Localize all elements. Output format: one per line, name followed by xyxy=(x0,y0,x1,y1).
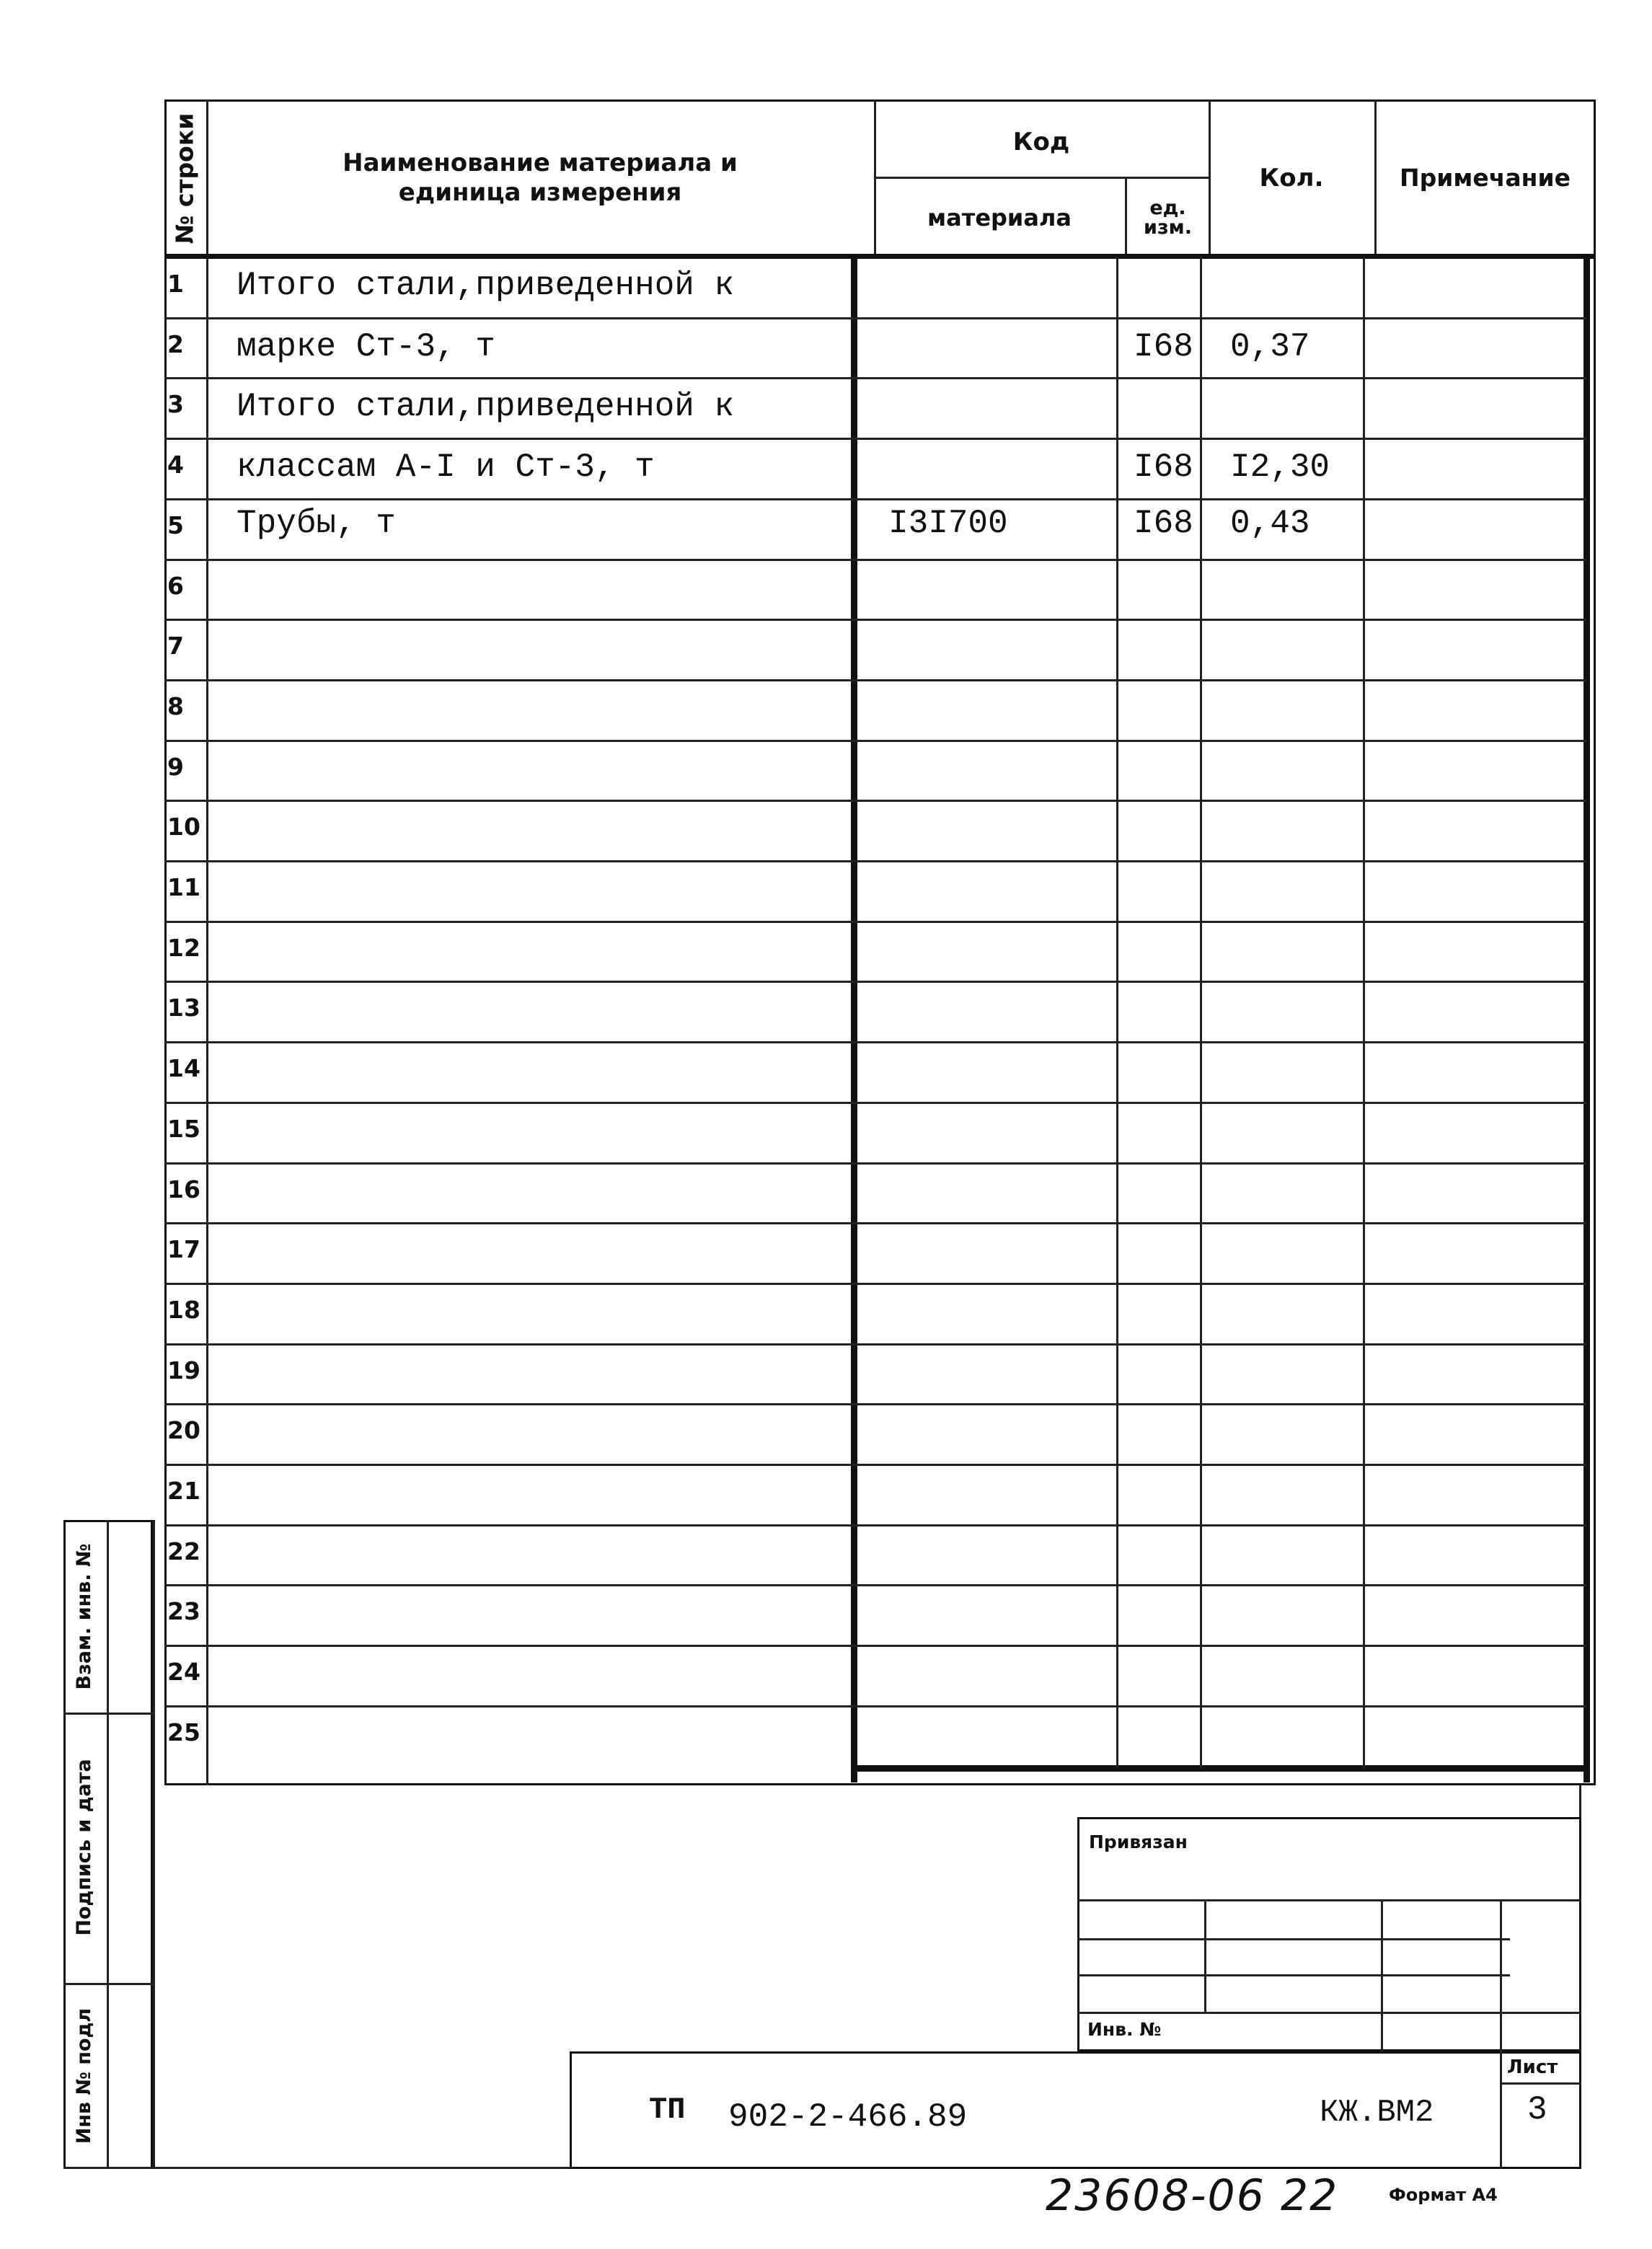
row-number: 2 xyxy=(167,330,184,358)
row-number: 5 xyxy=(167,511,184,539)
row-number: 21 xyxy=(167,1477,200,1505)
header-kod: Код xyxy=(1012,128,1070,157)
privyazan-col-1 xyxy=(1204,1899,1206,2012)
row-number: 14 xyxy=(167,1054,200,1082)
body-thick-right xyxy=(1583,257,1590,1782)
row-line xyxy=(164,1162,1586,1165)
row-line xyxy=(164,679,1586,681)
row-line xyxy=(164,740,1586,742)
handwritten-number: 23608-06 22 xyxy=(1046,2170,1339,2221)
row-number: 19 xyxy=(167,1356,200,1384)
row-line xyxy=(164,498,1586,500)
col-divider-note-body xyxy=(1363,257,1365,1768)
privyazan-line-4 xyxy=(1077,2012,1581,2014)
row4-unit: I68 xyxy=(1134,449,1193,486)
row5-material: I3I700 xyxy=(888,505,1008,542)
side-stamp-divider xyxy=(107,1520,109,2169)
row3-name: Итого стали,приведенной к xyxy=(237,388,735,425)
row-number: 24 xyxy=(167,1658,200,1686)
col-divider-qty-body xyxy=(1200,257,1202,1768)
row-line xyxy=(164,1464,1586,1466)
row-line xyxy=(164,1645,1586,1647)
privyazan-col-3 xyxy=(1500,1899,1502,2051)
header-unit xyxy=(1127,179,1209,257)
row-number: 10 xyxy=(167,813,200,841)
header-name xyxy=(206,100,874,257)
inv-no-label: Инв. № xyxy=(1087,2019,1162,2040)
row-number: 11 xyxy=(167,873,200,901)
row-line xyxy=(164,559,1586,561)
doc-prefix: ТП xyxy=(649,2093,686,2127)
header-material: материала xyxy=(927,203,1072,231)
privyazan-label: Привязан xyxy=(1089,1832,1188,1852)
header-name-text: Наименование материала и единица измерения xyxy=(343,149,738,207)
row2-qty: 0,37 xyxy=(1230,328,1310,366)
doc-code: КЖ.ВМ2 xyxy=(1320,2095,1434,2131)
header-separator xyxy=(164,254,1596,259)
title-sheet-divider xyxy=(1500,2051,1502,2169)
side-vzam: Взам. инв. № xyxy=(73,1543,95,1690)
doc-number: 902-2-466.89 xyxy=(728,2098,968,2136)
row-number: 18 xyxy=(167,1296,200,1324)
row-line xyxy=(164,1403,1586,1405)
row2-name: марке Ст-3, т xyxy=(237,328,495,366)
privyazan-line-1 xyxy=(1077,1899,1581,1901)
row-number: 16 xyxy=(167,1175,200,1203)
sheet-label: Лист xyxy=(1507,2056,1558,2078)
row-number: 4 xyxy=(167,451,184,479)
row5-unit: I68 xyxy=(1134,505,1193,542)
body-thick-bottom xyxy=(851,1765,1590,1772)
privyazan-col-2 xyxy=(1381,1899,1383,2051)
frame-left-bottom xyxy=(153,1520,155,2169)
side-stamp-line-1 xyxy=(63,1713,153,1715)
header-note: Примечание xyxy=(1400,164,1571,193)
row-line xyxy=(164,619,1586,621)
row-line xyxy=(164,1222,1586,1224)
row-line xyxy=(164,1584,1586,1586)
row-line xyxy=(164,1343,1586,1346)
row-line xyxy=(164,921,1586,923)
row-number: 23 xyxy=(167,1597,200,1625)
row-number: 25 xyxy=(167,1718,200,1746)
row1-name: Итого стали,приведенной к xyxy=(237,267,735,304)
row-line xyxy=(164,1283,1586,1285)
row5-qty: 0,43 xyxy=(1230,505,1310,542)
row4-qty: I2,30 xyxy=(1230,449,1330,486)
row-line xyxy=(164,1041,1586,1043)
col-divider-unit xyxy=(1116,257,1118,1768)
row-number: 13 xyxy=(167,994,200,1022)
row-line xyxy=(164,438,1586,440)
row-line xyxy=(164,317,1586,319)
row-line xyxy=(164,800,1586,802)
sheet-value: 3 xyxy=(1527,2091,1547,2129)
row4-name: классам А-I и Ст-3, т xyxy=(237,449,655,486)
row-number: 8 xyxy=(167,692,184,720)
row-number: 20 xyxy=(167,1416,200,1444)
row2-unit: I68 xyxy=(1134,328,1193,366)
row-number: 17 xyxy=(167,1235,200,1263)
row-number: 15 xyxy=(167,1115,200,1143)
row-number: 1 xyxy=(167,270,184,298)
row-number: 22 xyxy=(167,1537,200,1565)
row-line xyxy=(164,377,1586,379)
row-number: 9 xyxy=(167,753,184,781)
col-divider-rowno xyxy=(206,100,208,1785)
row5-name: Трубы, т xyxy=(237,505,396,542)
header-unit-text: ед. изм. xyxy=(1144,197,1192,239)
title-sheet-line xyxy=(1500,2082,1581,2085)
privyazan-line-2 xyxy=(1077,1938,1510,1940)
format-label: Формат А4 xyxy=(1389,2185,1498,2205)
body-thick-left xyxy=(851,257,857,1782)
header-row-no: № строки xyxy=(170,112,199,244)
row-line xyxy=(164,1705,1586,1707)
row-line xyxy=(164,860,1586,862)
row-line xyxy=(164,1102,1586,1104)
header-qty: Кол. xyxy=(1259,163,1324,193)
row-number: 3 xyxy=(167,390,184,418)
row-number: 12 xyxy=(167,934,200,962)
row-number: 6 xyxy=(167,572,184,600)
row-number: 7 xyxy=(167,632,184,660)
side-podpis: Подпись и дата xyxy=(73,1759,95,1936)
side-inv-podl: Инв № подл xyxy=(73,2007,95,2144)
row-line xyxy=(164,1524,1586,1526)
privyazan-line-3 xyxy=(1077,1974,1510,1976)
row-line xyxy=(164,981,1586,983)
